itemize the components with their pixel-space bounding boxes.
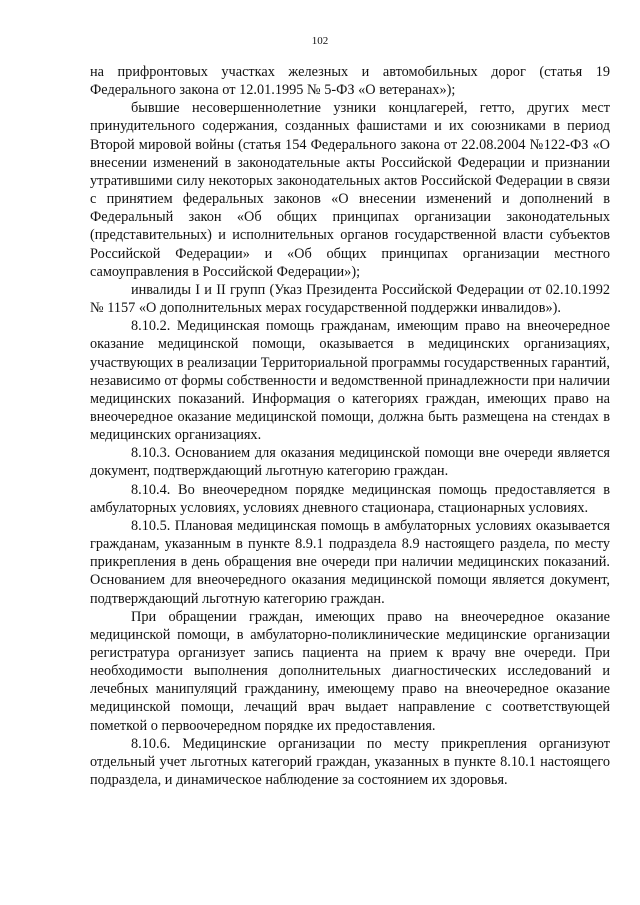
document-body — [90, 63, 610, 789]
paragraph: инвалиды I и II групп (Указ Президента Российской Федерации от 02.10.1992 № 1157 «О дополнительных мерах государственной поддержки инвалидов»). — [90, 281, 610, 317]
paragraph: 8.10.2. Медицинская помощь гражданам, имеющим право на внеочередное оказание медицинской помощи, оказывается в медицинских организациях, участвующих в реализации Территориальной программы государственных гарантий, независимо от формы собственности и ведомственной принадлежности при наличии медицинских показаний. Информация о категориях граждан, имеющих право на внеочередное оказание медицинской помощи, должна быть размещена на стендах в медицинских организациях. — [90, 318, 610, 444]
paragraph: бывшие несовершеннолетние узники концлагерей, гетто, других мест принудительного содержания, созданных фашистами и их союзниками в период Второй мировой войны (статья 154 Федерального закона от 22.08.2004 №122-ФЗ «О внесении изменений в законодательные акты Российской Федерации и признании утратившими силу некоторых законодательных актов Российской Федерации в связи с принятием федеральных законов «О внесении изменений и дополнений в Федеральный закон «Об общих принципах организации законодательных (представительных) и исполнительных органов государственной власти субъектов Российской Федерации» и «Об общих принципах организации местного самоуправления в Российской Федерации»); — [90, 100, 610, 280]
paragraph: 8.10.5. Плановая медицинская помощь в амбулаторных условиях оказывается гражданам, указанным в пункте 8.9.1 подраздела 8.9 настоящего раздела, по месту прикрепления в день обращения вне очереди при наличии медицинских показаний. Основанием для внеочередного оказания медицинской помощи является документ, подтверждающий льготную категорию граждан. — [90, 517, 610, 607]
page-number: 102 — [311, 35, 329, 47]
paragraph: При обращении граждан, имеющих право на внеочередное оказание медицинской помощи, в амбулаторно-поликлинические медицинские организации регистратура организует запись пациента на прием к врачу вне очереди. При необходимости выполнения дополнительных диагностических исследований и лечебных манипуляций гражданину, имеющему право на внеочередное оказание медицинской помощи, лечащий врач выдает направление с соответствующей пометкой о первоочередном порядке их предоставления. — [90, 608, 610, 734]
paragraph: 8.10.4. Во внеочередном порядке медицинская помощь предоставляется в амбулаторных условиях, условиях дневного стационара, стационарных условиях. — [90, 481, 610, 516]
paragraph: на прифронтовых участках железных и автомобильных дорог (статья 19 Федерального закона от 12.01.1995 № 5-ФЗ «О ветеранах»); — [90, 64, 610, 99]
paragraph: 8.10.6. Медицинские организации по месту прикрепления организуют отдельный учет льготных категорий граждан, указанных в пункте 8.10.1 настоящего подраздела, и динамическое наблюдение за состоянием их здоровья. — [90, 735, 610, 789]
paragraph: 8.10.3. Основанием для оказания медицинской помощи вне очереди является документ, подтверждающий льготную категорию граждан. — [90, 445, 610, 480]
